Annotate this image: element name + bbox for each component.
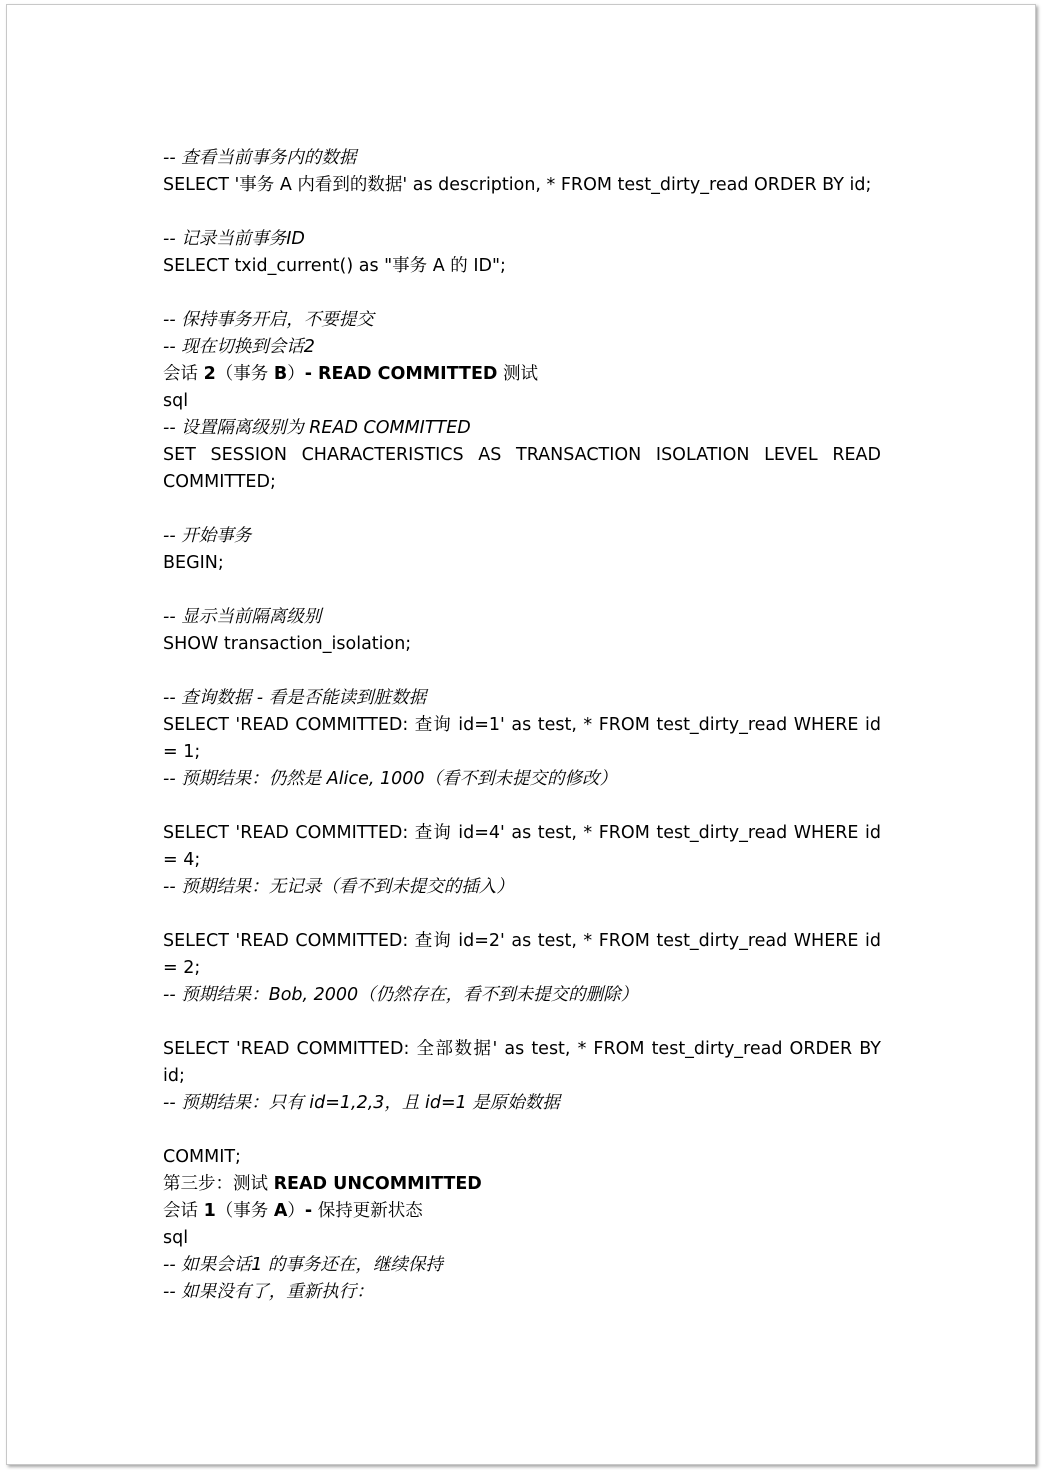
code-language-label: sql (163, 391, 189, 411)
heading-text: （事务 (215, 1201, 274, 1221)
sql-comment: -- 预期结果：无记录（看不到未提交的插入） (163, 877, 514, 897)
heading-text: - READ COMMITTED (304, 364, 498, 384)
sql-comment: -- 查询数据 - 看是否能读到脏数据 (163, 688, 427, 708)
sql-statement: SELECT 'READ COMMITTED: 全部数据' as test, * FROM test_dirty_read ORDER BY id; (163, 1039, 881, 1086)
sql-statement: COMMIT; (163, 1147, 241, 1167)
heading-text: 会话 (163, 364, 204, 384)
blank-line (163, 496, 881, 523)
document-body (163, 145, 881, 1306)
blank-line (163, 1117, 881, 1144)
document-page (6, 4, 1036, 1465)
blank-line (163, 199, 881, 226)
sql-comment: -- 如果没有了，重新执行： (163, 1282, 374, 1302)
sql-comment: -- 查看当前事务内的数据 (163, 148, 357, 168)
heading-text: - (304, 1201, 313, 1221)
sql-comment: -- 预期结果：只有 id=1,2,3，且 id=1 是原始数据 (163, 1093, 560, 1113)
sql-comment: -- 开始事务 (163, 526, 252, 546)
heading-text: ） (287, 1201, 305, 1221)
sql-comment: -- 保持事务开启，不要提交 (163, 310, 374, 330)
heading-text: （事务 (215, 364, 274, 384)
sql-comment: -- 记录当前事务ID (163, 229, 305, 249)
section-heading-session-2 (163, 361, 881, 388)
blank-line (163, 901, 881, 928)
sql-statement: SELECT 'READ COMMITTED: 查询 id=1' as test, * FROM test_dirty_read WHERE id = 1; (163, 715, 881, 762)
sql-comment: -- 如果会话1 的事务还在，继续保持 (163, 1255, 443, 1275)
sql-comment: -- 预期结果：Bob, 2000（仍然存在，看不到未提交的删除） (163, 985, 639, 1005)
blank-line (163, 1009, 881, 1036)
sql-comment: -- 预期结果：仍然是 Alice, 1000（看不到未提交的修改） (163, 769, 617, 789)
heading-text: A (273, 1201, 288, 1221)
sql-statement: SELECT txid_current() as "事务 A 的 ID"; (163, 256, 506, 276)
blank-line (163, 658, 881, 685)
sql-statement: SHOW transaction_isolation; (163, 634, 412, 654)
sql-statement: SELECT 'READ COMMITTED: 查询 id=2' as test, * FROM test_dirty_read WHERE id = 2; (163, 931, 881, 978)
heading-text: 会话 (163, 1201, 204, 1221)
heading-text: 1 (203, 1201, 216, 1221)
sql-comment: -- 显示当前隔离级别 (163, 607, 322, 627)
sql-statement: SELECT 'READ COMMITTED: 查询 id=4' as test, * FROM test_dirty_read WHERE id = 4; (163, 823, 881, 870)
sql-comment: -- 现在切换到会话2 (163, 337, 315, 357)
heading-text: 第三步：测试 (163, 1174, 274, 1194)
section-heading-step-3 (163, 1171, 881, 1198)
heading-text: 测试 (497, 364, 539, 384)
section-heading-session-1 (163, 1198, 881, 1225)
heading-text: 2 (203, 364, 216, 384)
code-language-label: sql (163, 1228, 189, 1248)
blank-line (163, 577, 881, 604)
heading-text: B (273, 364, 288, 384)
blank-line (163, 280, 881, 307)
heading-text: READ UNCOMMITTED (273, 1174, 482, 1194)
heading-text: 保持更新状态 (312, 1201, 423, 1221)
sql-statement: SET SESSION CHARACTERISTICS AS TRANSACTION ISOLATION LEVEL READ COMMITTED; (163, 445, 881, 492)
sql-statement: BEGIN; (163, 553, 224, 573)
sql-statement: SELECT '事务 A 内看到的数据' as description, * FROM test_dirty_read ORDER BY id; (163, 175, 872, 195)
sql-comment: -- 设置隔离级别为 READ COMMITTED (163, 418, 471, 438)
heading-text: ） (287, 364, 305, 384)
blank-line (163, 793, 881, 820)
